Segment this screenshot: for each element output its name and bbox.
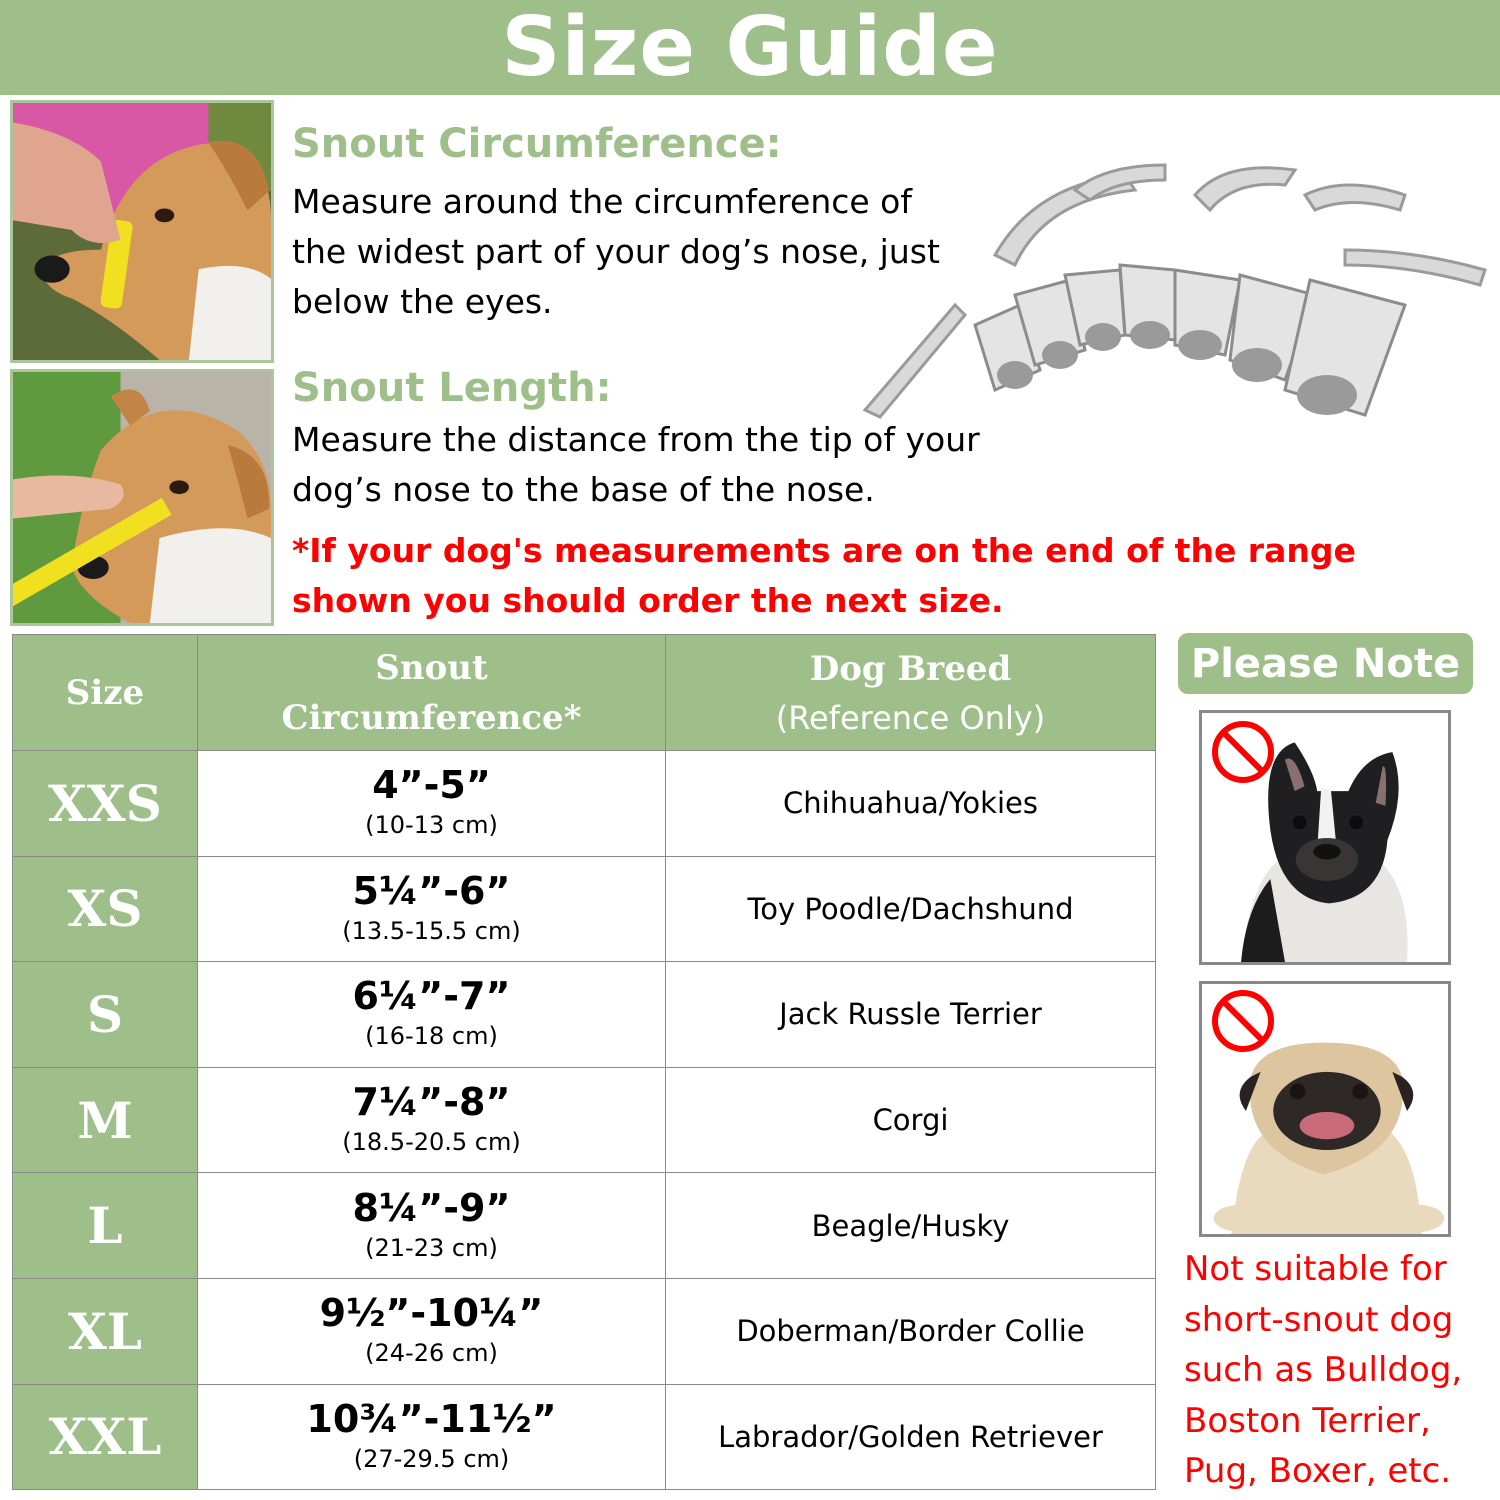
measuring-length-photo: [10, 369, 274, 626]
circumference-cell: [198, 1173, 666, 1279]
muzzle-product-image: [845, 155, 1495, 420]
table-row: [13, 1384, 1156, 1490]
page-title: Size Guide: [501, 0, 999, 95]
circumference-cm: (21-23 cm): [365, 1233, 498, 1262]
breed-cell: Chihuahua/Yokies: [666, 751, 1156, 857]
french-bulldog-image: [1199, 710, 1451, 965]
prohibited-icon: [1210, 719, 1276, 785]
size-label: L: [13, 1173, 198, 1279]
size-label: XXL: [13, 1384, 198, 1490]
breed-cell: Corgi: [666, 1067, 1156, 1173]
size-label: XL: [13, 1278, 198, 1384]
snout-length-heading: Snout Length:: [292, 365, 612, 411]
circumference-inches: 8¼”-9”: [352, 1185, 511, 1230]
header-size: Size: [13, 635, 198, 751]
circumference-inches: 9½”-10¼”: [319, 1291, 544, 1336]
circumference-inches: 7¼”-8”: [352, 1080, 511, 1125]
snout-circumference-heading: Snout Circumference:: [292, 121, 782, 167]
circumference-cell: [198, 1278, 666, 1384]
circumference-cm: (27-29.5 cm): [353, 1444, 510, 1473]
sizing-warning: *If your dog's measurements are on the end of the range shown you should order the next size.: [292, 531, 1356, 620]
circumference-cm: (24-26 cm): [365, 1339, 498, 1368]
please-note-badge: Please Note: [1178, 633, 1473, 694]
header-banner: [0, 0, 1500, 95]
measuring-circumference-photo: [10, 100, 274, 363]
circumference-cell: [198, 856, 666, 962]
circumference-cell: [198, 962, 666, 1068]
table-row: [13, 1278, 1156, 1384]
table-row: [13, 962, 1156, 1068]
table-row: [13, 856, 1156, 962]
circumference-cell: [198, 1067, 666, 1173]
table-row: [13, 1067, 1156, 1173]
breed-cell: Doberman/Border Collie: [666, 1278, 1156, 1384]
circumference-cm: (18.5-20.5 cm): [342, 1128, 521, 1157]
circumference-cm: (16-18 cm): [365, 1022, 498, 1051]
breed-cell: Labrador/Golden Retriever: [666, 1384, 1156, 1490]
table-row: [13, 751, 1156, 857]
header-circumference: [198, 635, 666, 751]
circumference-cm: (13.5-15.5 cm): [342, 916, 521, 945]
header-breed-label: Dog Breed: [809, 648, 1012, 689]
header-breed: [666, 635, 1156, 751]
table-header-row: [13, 635, 1156, 751]
header-breed-sublabel: (Reference Only): [775, 698, 1046, 737]
table-row: [13, 1173, 1156, 1279]
short-snout-warning: Not suitable for short-snout dog such as Bulldog, Boston Terrier, Pug, Boxer, etc.: [1184, 1249, 1463, 1491]
snout-circumference-instructions: Measure around the circumference of the widest part of your dog’s nose, just below the eyes.: [292, 182, 940, 321]
dog-photo-icon: [13, 103, 271, 360]
breed-cell: Toy Poodle/Dachshund: [666, 856, 1156, 962]
size-label: XS: [13, 856, 198, 962]
circumference-inches: 10¾”-11½”: [306, 1396, 557, 1441]
circumference-cm: (10-13 cm): [365, 811, 498, 840]
breed-cell: Jack Russle Terrier: [666, 962, 1156, 1068]
pug-image: [1199, 981, 1451, 1237]
circumference-cell: [198, 751, 666, 857]
header-circumference-label: Snout Circumference*: [281, 647, 582, 738]
circumference-cell: [198, 1384, 666, 1490]
snout-length-instructions: Measure the distance from the tip of your dog’s nose to the base of the nose.: [292, 420, 980, 509]
muzzle-icon: [845, 155, 1495, 420]
circumference-inches: 5¼”-6”: [352, 868, 511, 913]
circumference-inches: 4”-5”: [372, 763, 491, 808]
size-label: M: [13, 1067, 198, 1173]
breed-cell: Beagle/Husky: [666, 1173, 1156, 1279]
size-label: S: [13, 962, 198, 1068]
size-table: [12, 634, 1156, 1490]
dog-photo-icon: [13, 372, 271, 623]
size-label: XXS: [13, 751, 198, 857]
prohibited-icon: [1210, 988, 1276, 1054]
circumference-inches: 6¼”-7”: [352, 974, 511, 1019]
